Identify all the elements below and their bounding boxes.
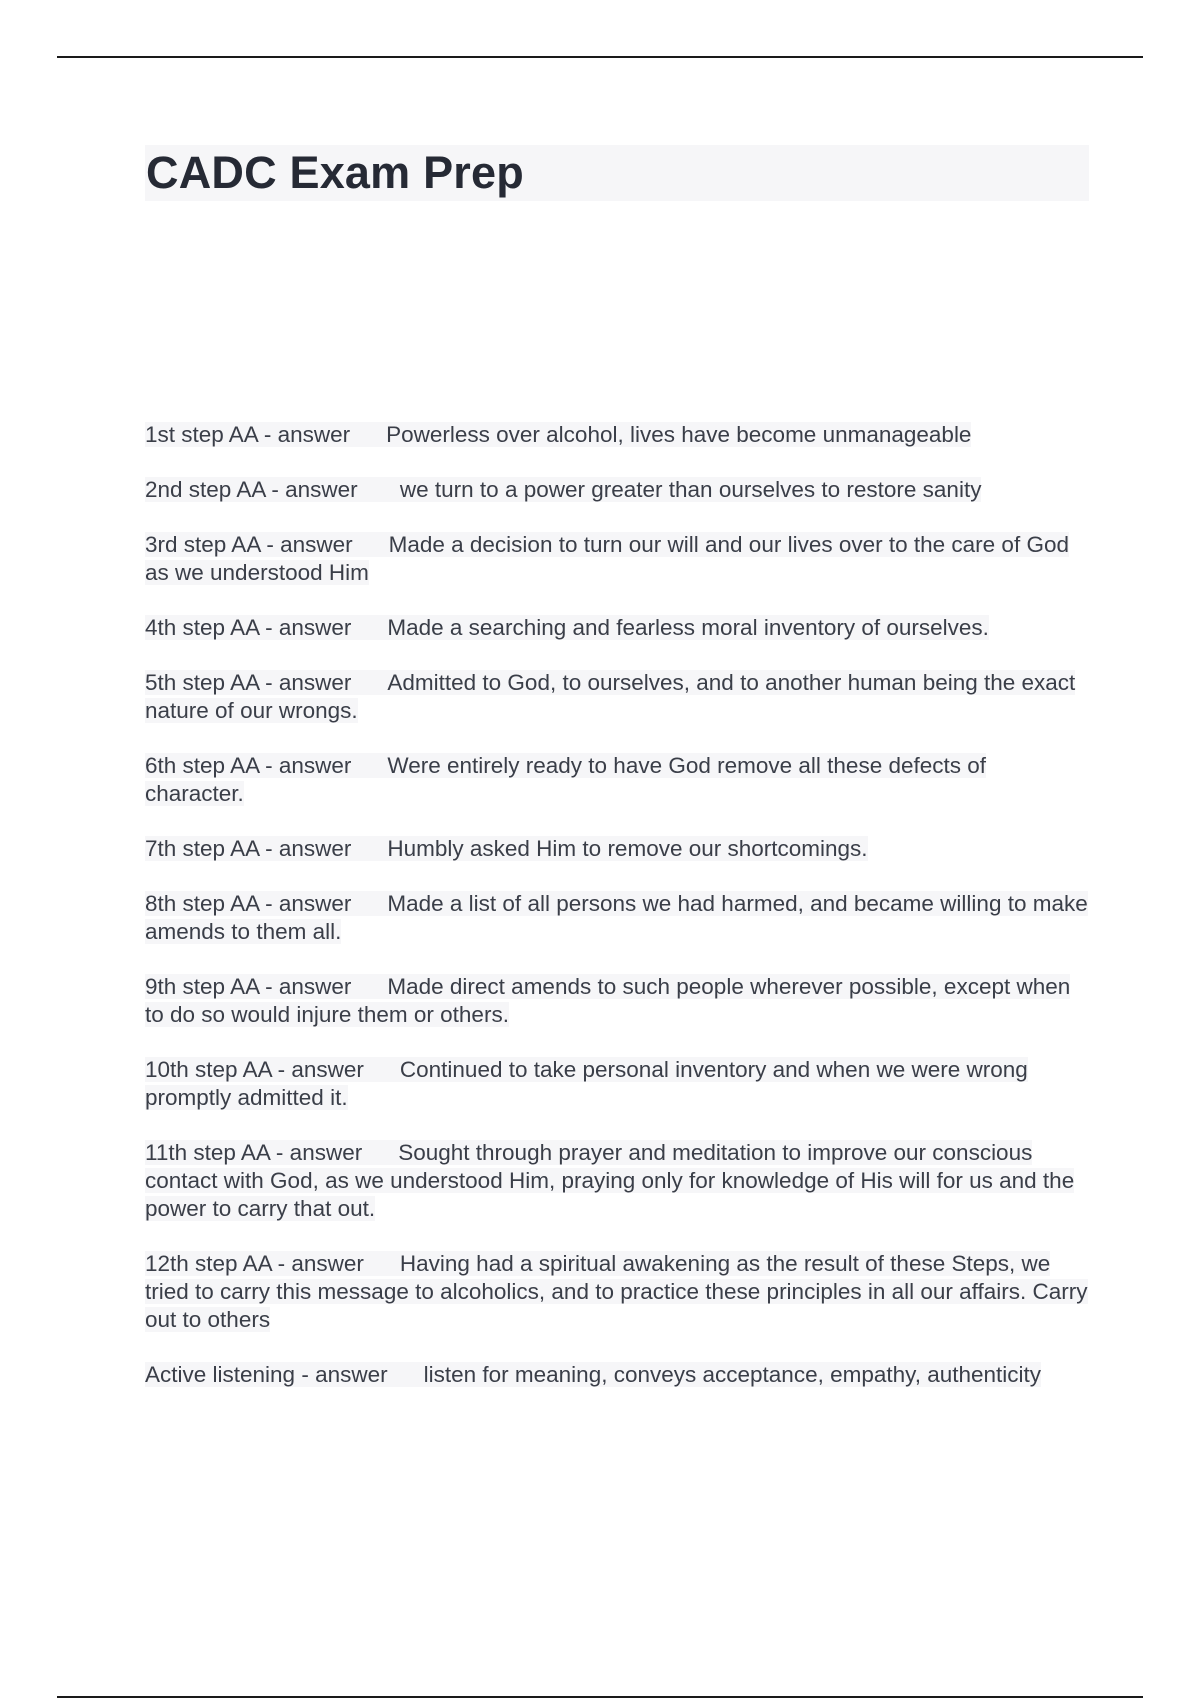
- flashcard-definition: Made a searching and fearless moral inventory of ourselves.: [387, 615, 989, 640]
- flashcard-term: 9th step AA - answer: [145, 974, 352, 999]
- flashcard-definition: Having had a spiritual awakening as the result of these Steps, we tried to carry this message to alcoholics, and to practice these principles in all our affairs. Carry out to others: [145, 1251, 1088, 1332]
- flashcard-term: Active listening - answer: [145, 1362, 388, 1387]
- flashcard-term: 4th step AA - answer: [145, 615, 352, 640]
- flashcard-term: 7th step AA - answer: [145, 836, 352, 861]
- flashcard-term: 2nd step AA - answer: [145, 477, 358, 502]
- flashcard-definition: Were entirely ready to have God remove all these defects of character.: [145, 753, 987, 806]
- flashcard: [145, 669, 1089, 725]
- flashcard-definition: Made a decision to turn our will and our lives over to the care of God as we understood Him: [145, 532, 1069, 585]
- flashcard-definition: Powerless over alcohol, lives have become unmanageable: [386, 422, 972, 447]
- flashcard-term: 6th step AA - answer: [145, 753, 352, 778]
- flashcard: [145, 1361, 1089, 1389]
- title-band: [145, 145, 1089, 201]
- flashcard: [145, 752, 1089, 808]
- flashcard: [145, 1056, 1089, 1112]
- flashcard-definition: Humbly asked Him to remove our shortcomings.: [387, 836, 868, 861]
- flashcard-definition: listen for meaning, conveys acceptance, empathy, authenticity: [423, 1362, 1042, 1387]
- flashcard: [145, 835, 1089, 863]
- page-title: CADC Exam Prep: [146, 147, 524, 198]
- flashcard: [145, 890, 1089, 946]
- flashcard: [145, 1250, 1089, 1334]
- flashcard-term: 10th step AA - answer: [145, 1057, 364, 1082]
- flashcard-list: [145, 421, 1089, 1416]
- flashcard: [145, 973, 1089, 1029]
- flashcard-definition: we turn to a power greater than ourselves to restore sanity: [393, 477, 982, 502]
- document-page: [145, 145, 1089, 1387]
- flashcard-term: 8th step AA - answer: [145, 891, 352, 916]
- flashcard: [145, 476, 1089, 504]
- flashcard: [145, 421, 1089, 449]
- flashcard-definition: Made direct amends to such people wherever possible, except when to do so would injure them or others.: [145, 974, 1071, 1027]
- flashcard-definition: Sought through prayer and meditation to improve our conscious contact with God, as we understood Him, praying only for knowledge of His will for us and the power to carry that out.: [145, 1140, 1075, 1221]
- flashcard-term: 12th step AA - answer: [145, 1251, 364, 1276]
- flashcard-term: 11th step AA - answer: [145, 1140, 363, 1165]
- flashcard: [145, 531, 1089, 587]
- flashcard-term: 5th step AA - answer: [145, 670, 352, 695]
- top-divider: [57, 56, 1143, 58]
- flashcard: [145, 614, 1089, 642]
- flashcard-term: 3rd step AA - answer: [145, 532, 353, 557]
- bottom-divider: [57, 1696, 1143, 1698]
- flashcard-term: 1st step AA - answer: [145, 422, 351, 447]
- flashcard: [145, 1139, 1089, 1223]
- flashcard-definition: Admitted to God, to ourselves, and to another human being the exact nature of our wrongs.: [145, 670, 1076, 723]
- flashcard-definition: Made a list of all persons we had harmed, and became willing to make amends to them all.: [145, 891, 1088, 944]
- flashcard-definition: Continued to take personal inventory and when we were wrong promptly admitted it.: [145, 1057, 1028, 1110]
